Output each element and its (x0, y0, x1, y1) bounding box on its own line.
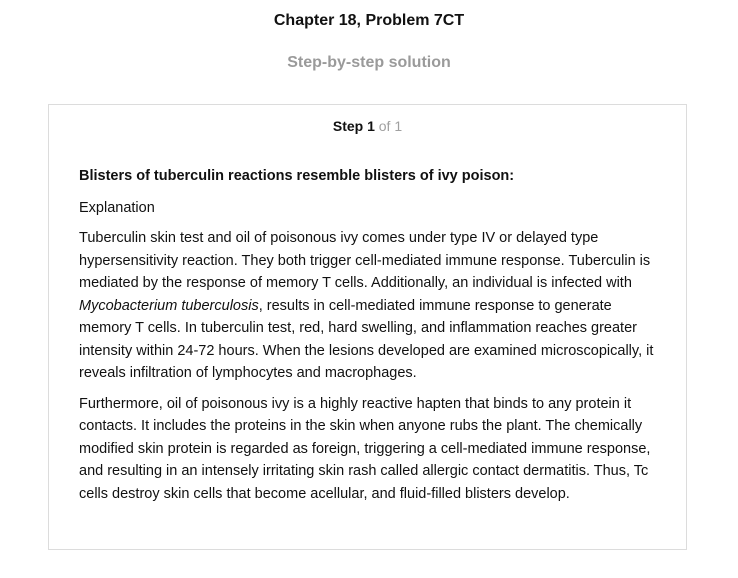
solution-heading: Blisters of tuberculin reactions resemble blisters of ivy poison: (79, 168, 515, 184)
solution-content (79, 165, 659, 513)
step-total: of 1 (378, 118, 403, 134)
explanation-label: Explanation (79, 200, 155, 216)
solution-subtitle: Step-by-step solution (287, 54, 451, 71)
step-indicator (49, 118, 686, 134)
chapter-title: Chapter 18, Problem 7CT (273, 12, 465, 29)
explanation-paragraph-1 (79, 227, 659, 385)
paragraph-1-text-start: Tuberculin skin test and oil of poisonous ivy comes under type IV or delayed type hypersensitivity reaction. They both trigger cell-mediated immune response. Tuberculin is mediated by the response of memory T cells. Additionally, an individual is infected with (79, 230, 651, 291)
step-label: Step 1 (332, 118, 375, 134)
solution-card (48, 104, 687, 550)
organism-name: Mycobacterium tuberculosis (79, 297, 259, 314)
explanation-paragraph-2: Furthermore, oil of poisonous ivy is a highly reactive hapten that binds to any protein it contacts. It includes the proteins in the skin when anyone rubs the plant. The chemically modified skin protein is regarded as foreign, triggering a cell-mediated immune response, and resulting in an intensely irritating skin rash called allergic contact dermatitis. Thus, Tc cells destroy skin cells that become acellular, and fluid-filled blisters develop. (79, 395, 651, 502)
paragraph-1-text-end: , results in cell-mediated immune response to generate memory T cells. In tuberculin test, red, hard swelling, and inflammation reaches greater intensity within 24-72 hours. When the lesions developed are examined microscopically, it reveals infiltration of lymphocytes and macrophages. (79, 297, 654, 381)
